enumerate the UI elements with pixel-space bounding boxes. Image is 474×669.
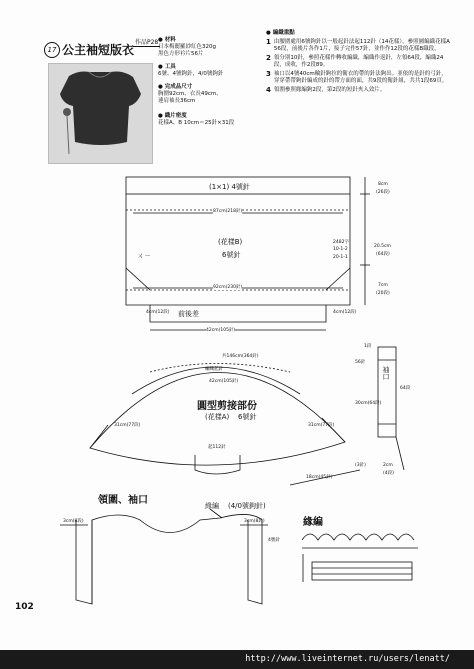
height-3-label: 7cm bbox=[378, 283, 388, 288]
neck-left: 3cm(8段) bbox=[63, 519, 84, 524]
yoke-top-3: 42cm(105針) bbox=[209, 379, 239, 384]
size-label: ● 完成品尺寸 bbox=[158, 84, 193, 90]
height-1b-label: (26段) bbox=[376, 190, 390, 195]
side-note-label: ㄨㄧ bbox=[137, 252, 151, 260]
neck-title: 領圍、袖口 bbox=[98, 495, 148, 506]
yoke-bottom: 起112針 bbox=[208, 445, 226, 450]
footer-bar bbox=[0, 650, 474, 669]
bottom-width-label: 92cm(230針) bbox=[213, 285, 243, 290]
materials-line: 日本梅麗羅紗紅色320g bbox=[158, 44, 216, 50]
yoke-left: 31cm(77段) bbox=[114, 423, 141, 428]
rows-label-a: 2482字 bbox=[333, 240, 349, 245]
sleeve-n1: 1段 bbox=[364, 344, 372, 349]
step-number: 2 bbox=[266, 54, 271, 62]
yoke-title: 圓型剪接部份 bbox=[197, 401, 257, 412]
neck-needle: (4/0號鉤針) bbox=[228, 502, 266, 510]
size-line: 胸圍92cm、衣長49cm、 bbox=[158, 91, 222, 97]
step-text: 領分別10針，參照花樣作轉收編織，編織作返針，左領64段，編織24段，成收，作2段89。 bbox=[273, 55, 444, 68]
page-number: 102 bbox=[15, 602, 34, 612]
page-title: 公主袖短版衣 bbox=[62, 43, 135, 57]
gauge-label: ● 織片密度 bbox=[158, 113, 187, 119]
sleeve-n2: 56針 bbox=[355, 360, 366, 365]
edge-pattern-title: 緣編 bbox=[303, 517, 323, 528]
materials-line: 黑色方形衿片56片 bbox=[158, 51, 204, 57]
materials-label: ● 材料 bbox=[158, 37, 176, 43]
height-1-label: 8cm bbox=[378, 182, 388, 187]
step-number: 1 bbox=[266, 38, 271, 46]
steps-label: ● 編織重點 bbox=[266, 30, 295, 36]
yoke-arc: 18cm(45針) bbox=[306, 475, 333, 480]
sleeve-n6: (4段) bbox=[383, 471, 394, 476]
pattern-b-label: (花樣B) bbox=[218, 238, 243, 246]
base-width-label: 42cm(105針) bbox=[206, 328, 236, 333]
tools-line: 6號、4號鉤針，4/0號鉤針 bbox=[158, 71, 224, 77]
yoke-top-1: 共146cm(364針) bbox=[222, 354, 259, 359]
yoke-needle: 6號針 bbox=[238, 413, 257, 421]
size-line: 連肩袖長36cm bbox=[158, 98, 196, 104]
sleeve-n3: 64段 bbox=[400, 386, 411, 391]
edge-left-label: 4cm(12段) bbox=[146, 310, 170, 315]
gauge-line: 花樣A、B 10cm＝25針×31段 bbox=[158, 120, 235, 126]
neck-right: 3cm(8段) bbox=[244, 519, 265, 524]
front-back-label: 前後差 bbox=[178, 310, 199, 318]
step-text: 袖口以4號40cm輪針鉤拉的衛衣的帶的針法鉤出。並依的是針的弓針，穿穿帶帶鉤針編成的針的帶方面的面，共9段的衛針組，共共1段69頁。 bbox=[273, 71, 448, 84]
height-2b-label: (64段) bbox=[376, 252, 390, 257]
neck-note: 4號針 bbox=[268, 538, 280, 543]
height-3b-label: (20段) bbox=[376, 291, 390, 296]
neck-edging: 緣編 bbox=[205, 502, 219, 510]
yoke-bottom-right: (3針) bbox=[355, 463, 366, 468]
step-number: 3 bbox=[266, 70, 271, 78]
edge-right-label: 4cm(12段) bbox=[333, 310, 357, 315]
yoke-pattern: (花樣A) bbox=[205, 413, 230, 421]
rows-label-c: 20-1-1 bbox=[333, 255, 348, 260]
top-width-label: 87cm(218針) bbox=[213, 209, 243, 214]
step-text: 由腰圍處用6號鉤針以一般起針法起112針（14花樣），參照圖編織花樣A 56段，前後片各作1片，接子完作57針，並作作12段的花樣B織段， bbox=[273, 39, 450, 52]
sleeve-n5: 2cm bbox=[383, 463, 393, 468]
pattern-number-badge: 17 bbox=[44, 42, 60, 58]
tools-label: ● 工具 bbox=[158, 64, 176, 70]
footer-url: http://www.liveinternet.ru/users/lenatt/ bbox=[245, 654, 450, 664]
work-tag: 作品P28 bbox=[135, 39, 159, 46]
sleeve-label: 袖口 bbox=[382, 366, 390, 380]
step-number: 4 bbox=[266, 86, 271, 94]
yoke-top-2: 編織起針 bbox=[205, 367, 223, 372]
step-text: 領圍參照緣編鉤2段，第2段的短針夾入效片。 bbox=[273, 87, 386, 93]
yoke-right: 31cm(77段) bbox=[308, 423, 335, 428]
height-2-label: 20.5cm bbox=[374, 244, 391, 249]
sleeve-n4: 30cm(64段) bbox=[355, 401, 382, 406]
rows-label-b: 10-1-2 bbox=[333, 247, 348, 252]
body-needle-label: 6號針 bbox=[222, 251, 241, 259]
rib-label: (1×1) 4號針 bbox=[209, 183, 250, 191]
